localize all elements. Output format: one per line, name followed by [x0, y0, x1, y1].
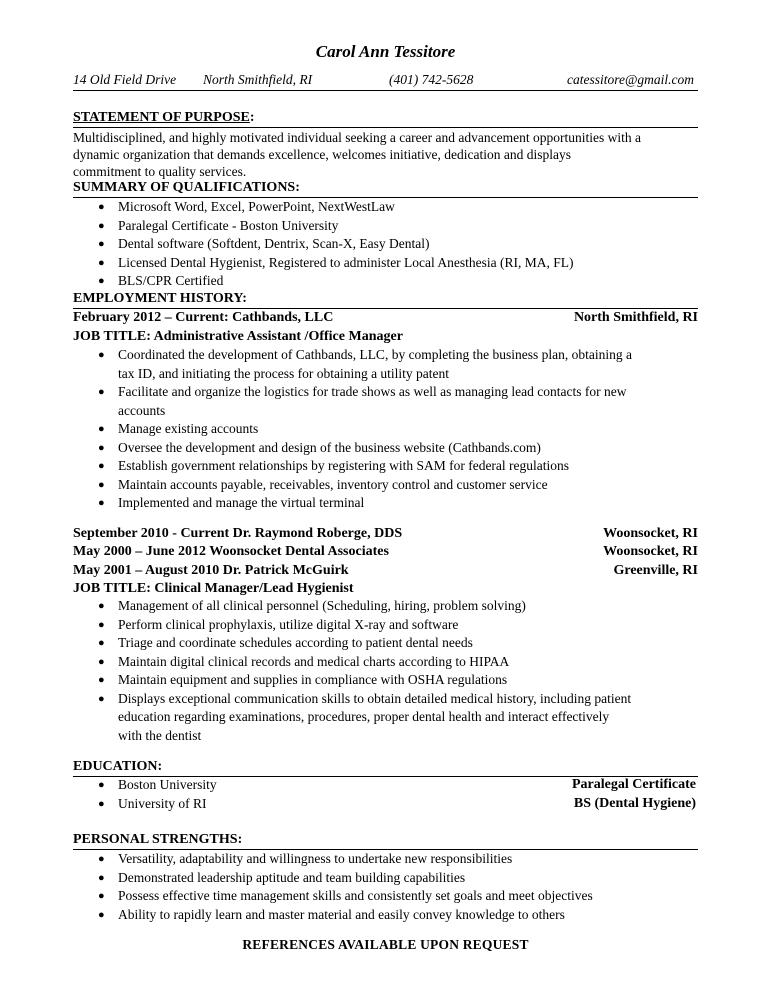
school-name: University of RI: [118, 795, 207, 811]
bullet-icon: ●: [98, 779, 105, 791]
job1-title: JOB TITLE: Administrative Assistant /Office Manager: [73, 329, 403, 344]
list-item: [73, 776, 698, 795]
bullet-icon: ●: [98, 256, 105, 269]
qualifications-heading: SUMMARY OF QUALIFICATIONS:: [73, 178, 698, 198]
job1-dates-company: February 2012 – Current: Cathbands, LLC: [73, 310, 334, 325]
purpose-heading: STATEMENT OF PURPOSE:: [73, 110, 255, 125]
bullet-icon: ●: [98, 655, 105, 668]
bullet-icon: ●: [98, 460, 105, 472]
bullet-icon: ●: [98, 275, 105, 287]
purpose-line-2: dynamic organization that demands excellence, welcomes initiative, dedication and displays: [73, 147, 571, 162]
list-item: ● Facilitate and organize the logistics for trade shows as well as managing lead contacts for new accounts: [98, 384, 627, 418]
bullet-icon: ●: [98, 908, 105, 921]
bullet-icon: ●: [98, 890, 105, 902]
bullet-icon: ●: [98, 238, 105, 250]
list-item: ● Demonstrated leadership aptitude and team building capabilities: [73, 869, 698, 888]
list-item: ● Maintain accounts payable, receivables, inventory control and customer service: [73, 476, 698, 495]
bullet-icon: ●: [98, 853, 105, 865]
bullet-icon: ●: [98, 618, 105, 631]
list-item: ● Maintain equipment and supplies in compliance with OSHA regulations: [73, 671, 698, 690]
candidate-name: Carol Ann Tessitore: [315, 42, 456, 61]
degree: BS (Dental Hygiene): [573, 795, 696, 811]
job2-title: JOB TITLE: Clinical Manager/Lead Hygienist: [73, 581, 354, 596]
bullet-icon: ●: [98, 797, 105, 810]
bullet-icon: ●: [98, 478, 105, 491]
bullet-icon: ●: [98, 349, 105, 361]
list-item: ● Coordinated the development of Cathbands, LLC, by completing the business plan, obtaining a tax ID, and initiating the process for obtaining a utility patent: [98, 347, 633, 381]
list-item: ● Displays exceptional communication skills to obtain detailed medical history, including patient education regarding examinations, procedures, proper dental health and interact effectively with the dentist: [98, 690, 632, 743]
list-item: ● Implemented and manage the virtual terminal: [73, 494, 698, 513]
bullet-icon: ●: [98, 423, 105, 435]
job1-header: [73, 308, 698, 327]
list-item: ● Dental software (Softdent, Dentrix, Scan-X, Easy Dental): [73, 235, 698, 254]
job2-position-2: May 2000 – June 2012 Woonsocket Dental Associates Woonsocket, RI: [73, 544, 698, 559]
city: North Smithfield, RI: [203, 72, 313, 87]
list-item: ● Management of all clinical personnel (Scheduling, hiring, problem solving): [73, 597, 698, 616]
list-item: ● Establish government relationships by registering with SAM for federal regulations: [73, 457, 698, 476]
purpose-line-3: commitment to quality services.: [73, 164, 247, 179]
phone: (401) 742-5628: [389, 72, 474, 87]
bullet-icon: ●: [98, 871, 105, 884]
bullet-icon: ●: [98, 637, 105, 649]
address: 14 Old Field Drive: [73, 72, 177, 87]
contact-line: [73, 72, 698, 91]
bullet-icon: ●: [98, 219, 105, 232]
bullet-icon: ●: [98, 386, 105, 398]
job2-position-3: May 2001 – August 2010 Dr. Patrick McGuirk Greenville, RI: [73, 563, 698, 578]
list-item: ● Paralegal Certificate - Boston University: [73, 217, 698, 236]
list-item: ● Perform clinical prophylaxis, utilize digital X-ray and software: [73, 616, 698, 635]
purpose-line-1: Multidisciplined, and highly motivated individual seeking a career and advancement opportunities with a: [73, 127, 698, 147]
education-heading: EDUCATION:: [73, 757, 698, 777]
job1-location: North Smithfield, RI: [573, 310, 698, 325]
education-list: [73, 776, 698, 813]
email: catessitore@gmail.com: [566, 72, 694, 87]
list-item: ● Ability to rapidly learn and master material and easily convey knowledge to others: [73, 906, 698, 925]
bullet-icon: ●: [98, 600, 105, 612]
job2-duties: [73, 597, 698, 745]
qualifications-list: [73, 198, 698, 291]
list-item: ● Versatility, adaptability and willingness to undertake new responsibilities: [73, 850, 698, 869]
school-name: Boston University: [118, 777, 217, 792]
job2-position-1: September 2010 - Current Dr. Raymond Roberge, DDS Woonsocket, RI: [73, 526, 698, 541]
list-item: ● Triage and coordinate schedules according to patient dental needs: [73, 634, 698, 653]
bullet-icon: ●: [98, 674, 105, 686]
list-item: ● Licensed Dental Hygienist, Registered to administer Local Anesthesia (RI, MA, FL): [73, 254, 698, 273]
list-item: [73, 795, 698, 814]
list-item: ● Manage existing accounts: [73, 420, 698, 439]
list-item: ● Oversee the development and design of the business website (Cathbands.com): [73, 439, 698, 458]
list-item: ● BLS/CPR Certified: [73, 272, 698, 291]
list-item: ● Microsoft Word, Excel, PowerPoint, NextWestLaw: [73, 198, 698, 217]
list-item: ● Maintain digital clinical records and medical charts according to HIPAA: [73, 653, 698, 672]
bullet-icon: ●: [98, 497, 105, 509]
references-note: REFERENCES AVAILABLE UPON REQUEST: [242, 937, 529, 952]
strengths-heading: PERSONAL STRENGTHS:: [73, 830, 698, 850]
strengths-list: [73, 850, 698, 924]
bullet-icon: ●: [98, 692, 105, 705]
degree: Paralegal Certificate: [572, 777, 696, 792]
bullet-icon: ●: [98, 441, 105, 454]
list-item: ● Possess effective time management skills and consistently set goals and meet objectives: [73, 887, 698, 906]
job1-duties: [73, 346, 698, 513]
employment-heading: EMPLOYMENT HISTORY:: [73, 289, 698, 309]
bullet-icon: ●: [98, 201, 105, 213]
